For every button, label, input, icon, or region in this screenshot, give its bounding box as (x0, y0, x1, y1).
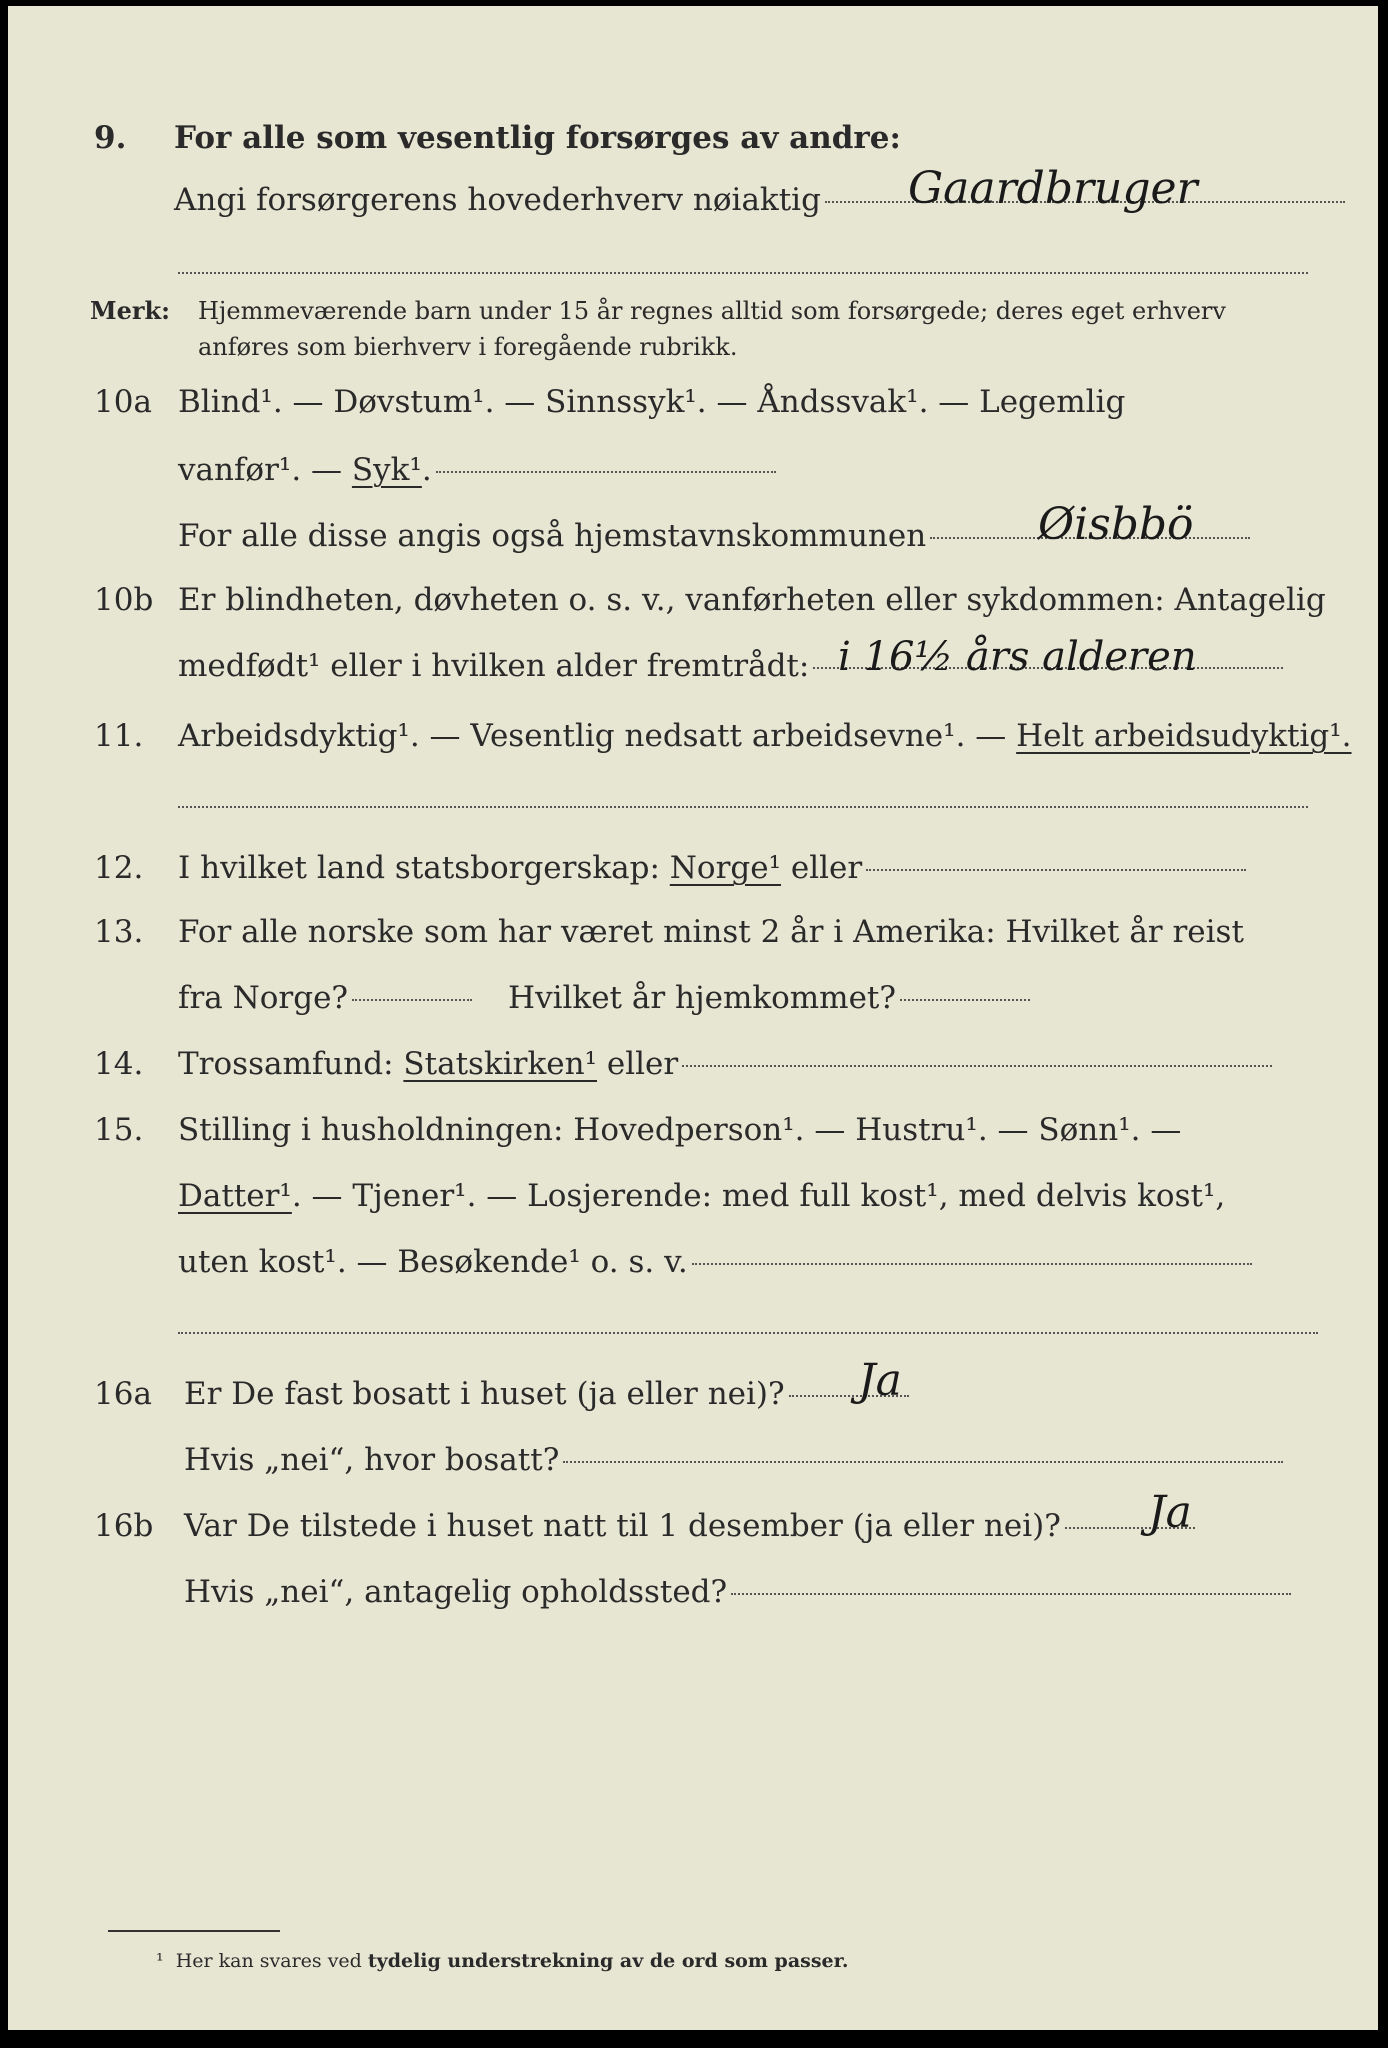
q14-line1 (178, 1044, 1272, 1084)
q15-line2 (178, 1176, 1225, 1216)
q10a-handwritten-answer: Øisbbö (1038, 499, 1194, 550)
q10a-line1: Blind¹. — Døvstum¹. — Sinnssyk¹. — Åndssvak¹. — Legemlig (178, 384, 1126, 420)
q16a-bosatt-answer-line (563, 1461, 1283, 1463)
q9-extra-line (178, 272, 1308, 274)
q10a-line2-start: vanfør¹. — (178, 452, 352, 488)
q13-hjemkommet-prompt: Hvilket år hjemkommet? (508, 980, 897, 1016)
q10b-handwritten-answer: i 16½ års alderen (838, 634, 1197, 680)
footnote-text-start: Her kan svares ved (175, 1950, 368, 1972)
q9-number: 9. (94, 120, 127, 156)
q13-line1: For alle norske som har været minst 2 år i Amerika: Hvilket år reist (178, 914, 1244, 950)
q16a-line1 (184, 1374, 909, 1414)
q16b-number: 16b (94, 1508, 154, 1544)
q15-line1: Stilling i husholdningen: Hovedperson¹. — Hustru¹. — Sønn¹. — (178, 1112, 1182, 1148)
q12-line1 (178, 848, 1246, 888)
q13-number: 13. (94, 914, 144, 950)
q16b-opholdssted-prompt: Hvis „nei“, antagelig opholdssted? (184, 1574, 728, 1610)
q11-options: Arbeidsdyktig¹. — Vesentlig nedsatt arbeidsevne¹. — (178, 718, 1017, 754)
q10a-number: 10a (94, 384, 152, 420)
q10a-line2 (178, 450, 776, 490)
q10b-line1: Er blindheten, døvheten o. s. v., vanførheten eller sykdommen: Antagelig (178, 582, 1326, 618)
q16b-handwritten-answer: Ja (1148, 1487, 1192, 1538)
q9-prompt: Angi forsørgerens hovederhverv nøiaktig (174, 182, 821, 218)
q14-number: 14. (94, 1046, 144, 1082)
merk-line1: Hjemmeværende barn under 15 år regnes alltid som forsørgede; deres eget erhverv (198, 297, 1226, 325)
q12-selected-option: Norge¹ (669, 850, 782, 886)
q10a-syk-underlined: Syk¹ (351, 452, 422, 488)
q15-line3-text: uten kost¹. — Besøkende¹ o. s. v. (178, 1244, 688, 1280)
q11-number: 11. (94, 718, 144, 754)
q14-prompt: Trossamfund: (178, 1046, 404, 1082)
q12-eller: eller (781, 850, 863, 886)
merk-line2: anføres som bierhverv i foregående rubrikk. (198, 333, 738, 361)
q15-answer-line (692, 1263, 1252, 1265)
q14-eller: eller (597, 1046, 679, 1082)
q16a-prompt: Er De fast bosatt i huset (ja eller nei)? (184, 1376, 785, 1412)
merk-label: Merk: (90, 296, 170, 325)
q11-extra-line (178, 806, 1308, 808)
q9-handwritten-answer: Gaardbruger (908, 163, 1198, 214)
q13-hjemkommet-answer-line (900, 999, 1030, 1001)
q16b-line1 (184, 1506, 1195, 1546)
footnote-rule (108, 1930, 280, 1932)
q16b-prompt: Var De tilstede i huset natt til 1 desember (ja eller nei)? (184, 1508, 1061, 1544)
q16b-line2 (184, 1572, 1291, 1612)
footnote (156, 1950, 849, 1972)
footnote-text-bold: tydelig understrekning av de ord som passer. (367, 1950, 849, 1972)
q12-prompt: I hvilket land statsborgerskap: (178, 850, 670, 886)
q9-title: For alle som vesentlig forsørges av andre: (174, 120, 901, 156)
q16a-bosatt-prompt: Hvis „nei“, hvor bosatt? (184, 1442, 560, 1478)
q15-selected-option: Datter¹ (178, 1178, 292, 1214)
q15-number: 15. (94, 1112, 144, 1148)
q12-number: 12. (94, 850, 144, 886)
q14-answer-line (682, 1065, 1272, 1067)
q14-selected-option: Statskirken¹ (403, 1046, 597, 1082)
q13-reist-answer-line (352, 999, 472, 1001)
q10a-prompt: For alle disse angis også hjemstavnskommunen (178, 518, 927, 554)
q11-selected-option: Helt arbeidsudyktig¹. (1016, 718, 1352, 754)
q10b-number: 10b (94, 582, 154, 618)
q16a-number: 16a (94, 1376, 152, 1412)
q10a-line2-end: . (421, 452, 432, 488)
q10b-prompt: medfødt¹ eller i hvilken alder fremtrådt: (178, 648, 810, 684)
footnote-mark: ¹ (156, 1950, 164, 1972)
q11-line1 (178, 716, 1352, 756)
q13-reist-prompt: fra Norge? (178, 980, 349, 1016)
q15-extra-line (178, 1332, 1318, 1334)
census-form-page (8, 6, 1378, 2030)
q16a-handwritten-answer: Ja (858, 1355, 902, 1406)
q15-line3 (178, 1242, 1252, 1282)
q16a-line2 (184, 1440, 1283, 1480)
q16b-opholdssted-answer-line (731, 1593, 1291, 1595)
q12-answer-line (866, 869, 1246, 871)
q15-line2-rest: . — Tjener¹. — Losjerende: med full kost¹, med delvis kost¹, (291, 1178, 1226, 1214)
q10a-line2-dots (436, 471, 776, 473)
q13-line2 (178, 978, 1030, 1018)
